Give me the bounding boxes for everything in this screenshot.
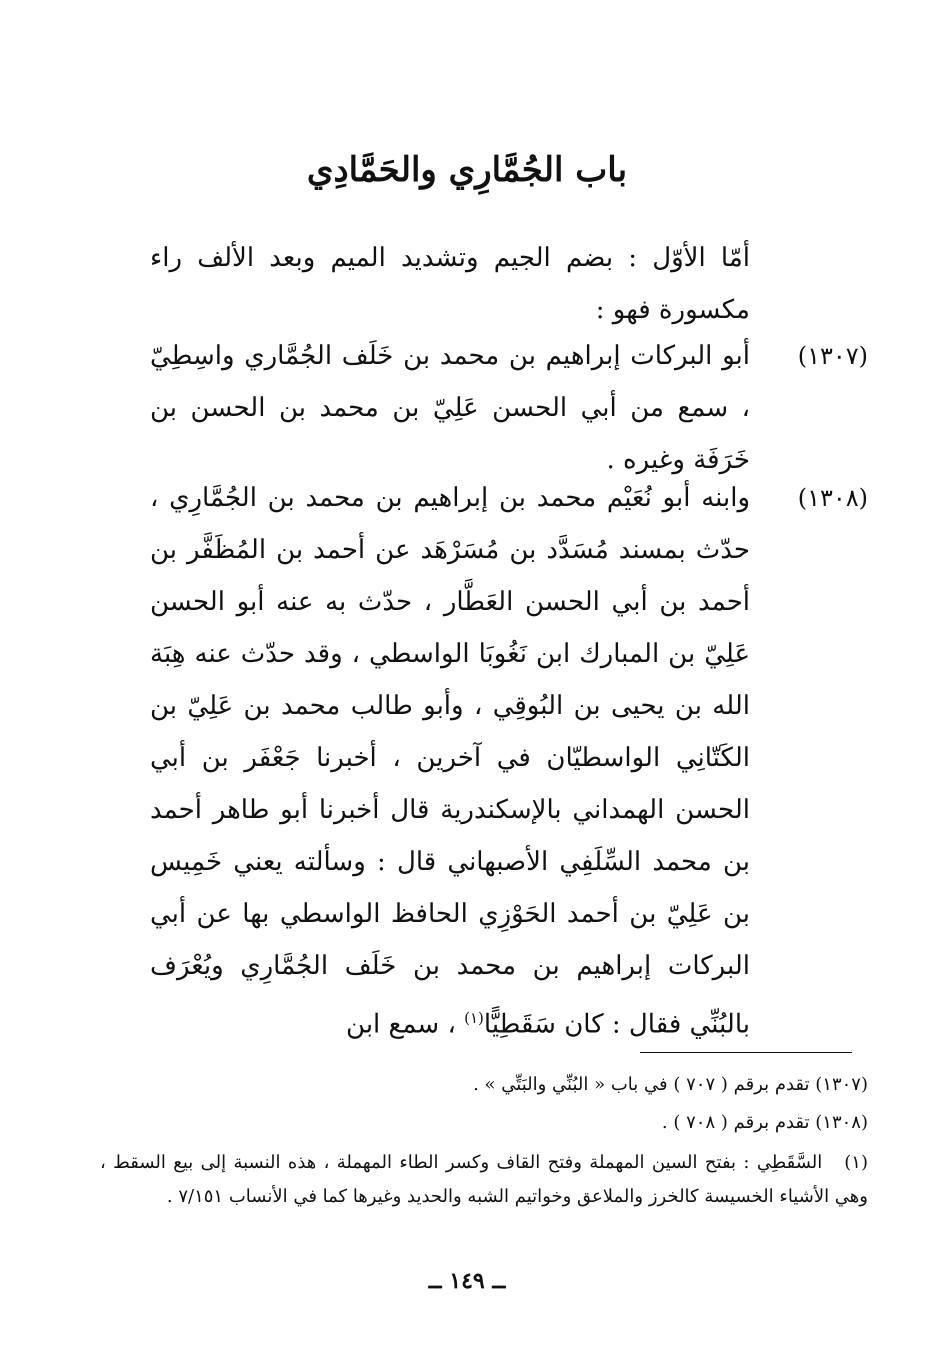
footnote-1307: (١٣٠٧) تقدم برقم ( ٧٠٧ ) في باب « البُنِّي والبَتِّي » .	[473, 1074, 868, 1095]
footnote-divider	[640, 1052, 852, 1053]
entry-text	[150, 472, 750, 1051]
chapter-title: باب الجُمَّارِي والحَمَّادِي	[306, 150, 628, 190]
footnote-reference: (١)	[464, 1009, 484, 1027]
entry-number: (١٣٠٧)	[797, 342, 868, 370]
page-number: ــ ١٤٩ ــ	[428, 1268, 506, 1294]
footnote-note-1	[100, 1146, 868, 1214]
entry-text: أبو البركات إبراهيم بن محمد بن خَلَف الجُمَّاري واسِطِيّ ، سمع من أبي الحسن عَلِيّ بن محمد بن الحسن بن خَرَفَة وغيره .	[150, 341, 750, 475]
entry-number: (١٣٠٨)	[797, 484, 868, 512]
entry-text-main: وابنه أبو نُعَيْم محمد بن إبراهيم بن محمد بن الجُمَّارِي ، حدّث بمسند مُسَدَّد بن مُسَرْهَد عن أحمد بن المُظَفَّر بن أحمد بن أبي الحسن العَطَّار ، حدّث به عنه أبو الحسن عَلِيّ بن المبارك ابن نَغُوبَا الواسطي ، وقد حدّث عنه هِبَة الله بن يحيى بن البُوقِي ، وأبو طالب محمد بن عَلِيّ بن الكَتّانِي الواسطيّان في آخرين ، أخبرنا جَعْفَر بن أبي الحسن الهمداني بالإسكندرية قال أخبرنا أبو طاهر أحمد بن محمد السِّلَفِي الأصبهاني قال : وسألته يعني خَمِيس بن عَلِيّ بن أحمد الحَوْزِي الحافظ الواسطي بها عن أبي البركات إبراهيم بن محمد بن خَلَف الجُمَّارِي ويُعْرَف بالبُنِّي فقال : كان سَقَطِيًّا	[150, 483, 750, 1040]
footnote-1308: (١٣٠٨) تقدم برقم ( ٧٠٨ ) .	[661, 1112, 868, 1133]
entry-text-tail: ، سمع ابن	[346, 1009, 456, 1040]
intro-paragraph: أمّا الأوّل : بضم الجيم وتشديد الميم وبعد الألف راء مكسورة فهو :	[150, 243, 750, 325]
footnote-note-text: السَّقَطِي : بفتح السين المهملة وفتح القاف وكسر الطاء المهملة ، هذه النسبة إلى بيع السقط ، وهي الأشياء الخسيسة كالخرز والملاعق وخواتيم الشبه والحديد وغيرها كما في الأنساب ٧/١٥١ .	[100, 1152, 868, 1207]
footnote-mark: (١)	[844, 1152, 868, 1173]
